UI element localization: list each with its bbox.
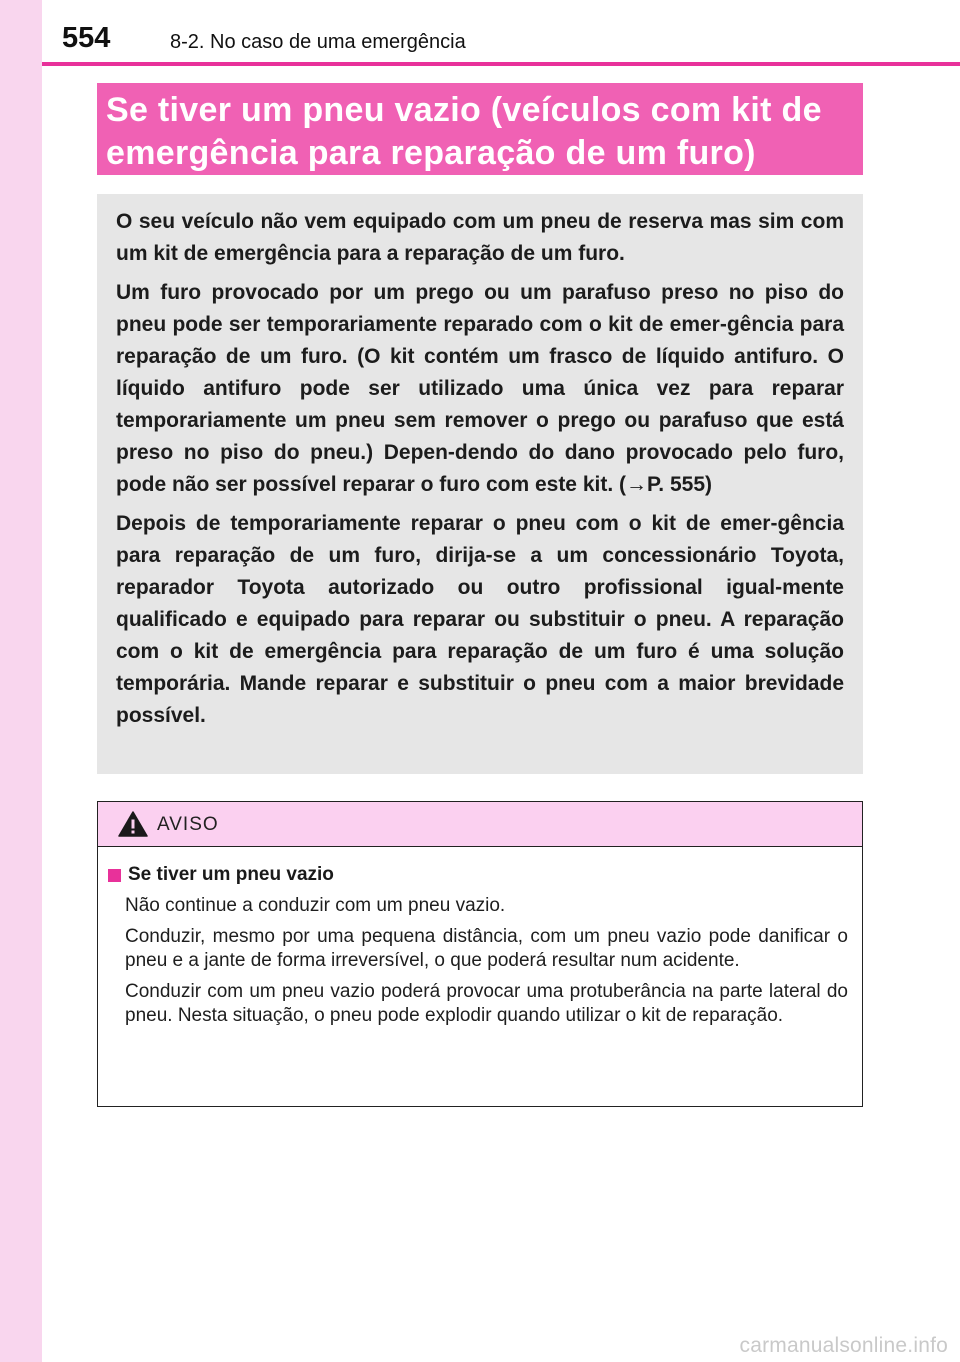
page-title (97, 83, 863, 175)
side-tab-strip (0, 0, 42, 1362)
watermark: carmanualsonline.info (739, 1334, 948, 1357)
intro-paragraph: Um furo provocado por um prego ou um parafuso preso no piso do pneu pode ser temporariamente reparado com o kit de emer-gência para reparação de um furo. (O kit contém um frasco de líquido antifuro. O líquido antifuro pode ser utilizado uma única vez para reparar temporariamente um pneu sem remover o prego ou parafuso que está preso no piso do pneu.) Depen-dendo do dano provocado pelo furo, pode não ser possível reparar o furo com este kit. (→P. 555) (116, 281, 844, 496)
page-number: 554 (62, 22, 111, 54)
warning-triangle-icon (118, 811, 148, 837)
intro-paragraph: O seu veículo não vem equipado com um pneu de reserva mas sim com um kit de emergência para a reparação de um furo. (116, 210, 844, 265)
warning-header (98, 802, 862, 847)
warning-subheading (108, 863, 848, 887)
warning-paragraph: Não continue a conduzir com um pneu vazio. (125, 895, 506, 916)
warning-subheading-text: Se tiver um pneu vazio (128, 864, 334, 885)
page-title-line-2: emergência para reparação de um furo) (106, 134, 756, 172)
warning-label: AVISO (157, 814, 219, 835)
header-divider (42, 62, 960, 66)
warning-body (98, 847, 862, 1028)
warning-paragraph: Conduzir, mesmo por uma pequena distância, com um pneu vazio pode danificar o pneu e a jante de forma irreversível, o que poderá resultar num acidente. (125, 926, 848, 971)
warning-box (97, 801, 863, 1107)
section-title: 8-2. No caso de uma emergência (170, 31, 466, 53)
intro-paragraph: Depois de temporariamente reparar o pneu com o kit de emer-gência para reparação de um furo, dirija-se a um concessionário Toyota, reparador Toyota autorizado ou outro profissional igual-mente qualificado e equipado para reparar ou substituir o pneu. A reparação com o kit de emergência para reparação de um furo é uma solução temporária. Mande reparar e substituir o pneu com a maior brevidade possível. (116, 512, 844, 727)
intro-box (97, 194, 863, 774)
square-bullet-icon (108, 869, 121, 882)
warning-paragraph: Conduzir com um pneu vazio poderá provocar uma protuberância na parte lateral do pneu. Nesta situação, o pneu pode explodir quando utilizar o kit de reparação. (125, 981, 848, 1026)
page-title-line-1: Se tiver um pneu vazio (veículos com kit de (106, 91, 822, 129)
